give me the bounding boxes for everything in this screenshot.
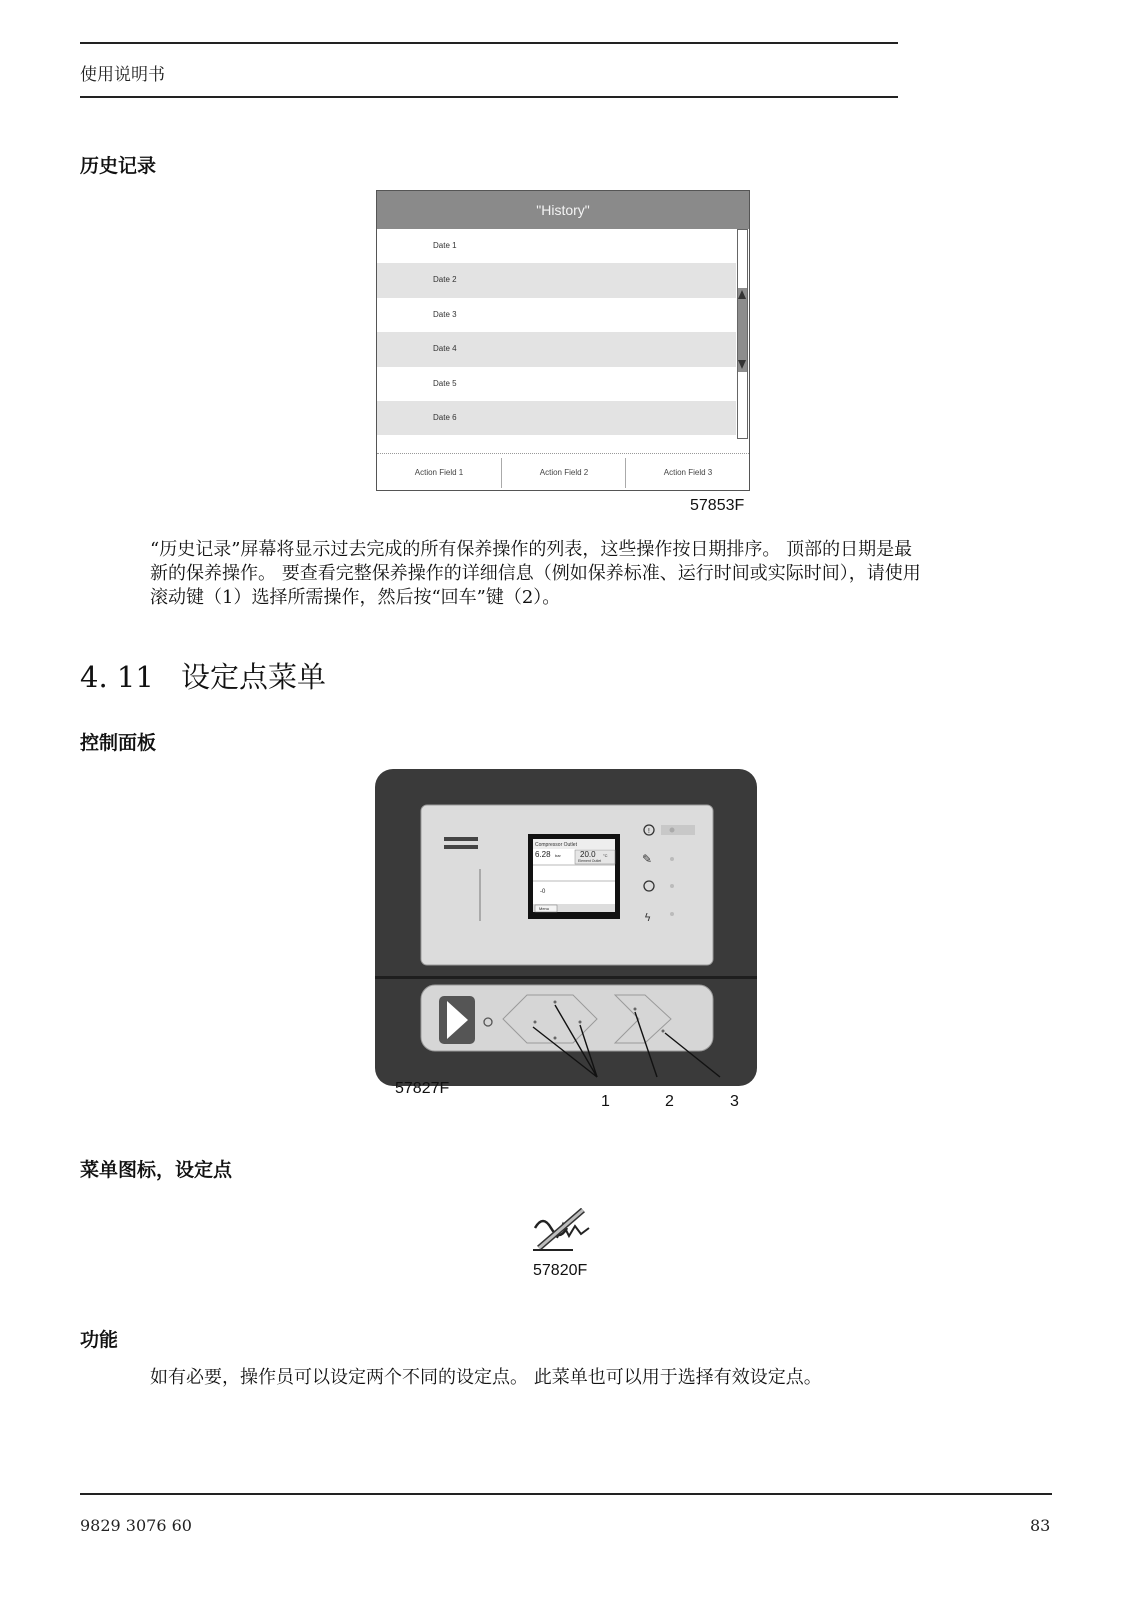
display-header: Compressor Outlet — [535, 842, 577, 848]
history-row[interactable]: Date 2 — [377, 263, 736, 297]
history-row[interactable]: Date 6 — [377, 401, 736, 435]
header-top-rule — [80, 42, 898, 44]
svg-text:!: ! — [647, 827, 651, 835]
display-menu-tab: Menu — [539, 906, 550, 911]
action-field-2[interactable]: Action Field 2 — [501, 458, 626, 488]
section-heading — [80, 655, 326, 696]
function-text: 如有必要，操作员可以设定两个不同的设定点。 此菜单也可以用于选择有效设定点。 — [150, 1367, 822, 1388]
menu-icon-figure-id: 57820F — [533, 1262, 588, 1279]
history-heading: 历史记录 — [80, 155, 157, 177]
display-sub-right: Element Outlet — [578, 859, 602, 863]
callout-2: 2 — [665, 1093, 674, 1110]
svg-text:ϟ: ϟ — [644, 911, 652, 924]
control-panel-heading: 控制面板 — [80, 732, 157, 754]
history-description — [150, 538, 1050, 610]
control-panel-figure-id: 57827F — [395, 1080, 450, 1097]
svg-text:✎: ✎ — [642, 852, 653, 866]
callout-3: 3 — [730, 1093, 739, 1110]
footer-rule — [80, 1493, 1052, 1495]
history-description-line: 新的保养操作。 要查看完整保养操作的详细信息（例如保养标准、运行时间或实际时间），请使用 — [150, 563, 921, 584]
history-screen — [376, 190, 750, 491]
section-number: 4. 11 — [80, 660, 154, 694]
history-figure-id: 57853F — [690, 497, 745, 514]
history-screen-title: "History" — [377, 191, 749, 229]
action-bar — [377, 453, 749, 491]
action-field-1[interactable]: Action Field 1 — [414, 468, 464, 477]
menu-icon-heading: 菜单图标，设定点 — [80, 1159, 233, 1181]
controller-illustration — [375, 769, 757, 1086]
history-row[interactable]: Date 1 — [433, 241, 457, 250]
doc-number: 9829 3076 60 — [80, 1516, 192, 1535]
page-number: 83 — [1030, 1516, 1051, 1535]
display-value-right: 20.0 — [580, 850, 596, 859]
history-description-line: 滚动键（1）选择所需操作，然后按“回车”键（2）。 — [150, 587, 561, 608]
callout-1: 1 — [601, 1093, 610, 1110]
scroll-down-arrow-icon[interactable] — [738, 360, 746, 369]
setpoint-icon — [533, 1208, 593, 1252]
history-scrollbar[interactable] — [737, 229, 748, 439]
history-row[interactable]: Date 4 — [377, 332, 736, 366]
history-description-line: “历史记录”屏幕将显示过去完成的所有保养操作的列表，这些操作按日期排序。 顶部的日期是最 — [150, 539, 913, 560]
display-value-left: 6.28 — [535, 850, 551, 859]
scroll-up-arrow-icon[interactable] — [738, 290, 746, 299]
document-title: 使用说明书 — [80, 65, 165, 85]
history-list — [377, 229, 736, 435]
display-unit-right: °C — [603, 853, 608, 858]
function-heading: 功能 — [80, 1329, 119, 1351]
history-row[interactable]: Date 3 — [433, 309, 457, 319]
action-field-3[interactable]: Action Field 3 — [625, 458, 750, 488]
section-title: 设定点菜单 — [181, 660, 327, 694]
history-row[interactable]: Date 5 — [433, 378, 457, 388]
display-status: -0 — [540, 889, 546, 895]
header-bottom-rule — [80, 96, 898, 98]
display-unit-left: bar — [555, 853, 561, 858]
